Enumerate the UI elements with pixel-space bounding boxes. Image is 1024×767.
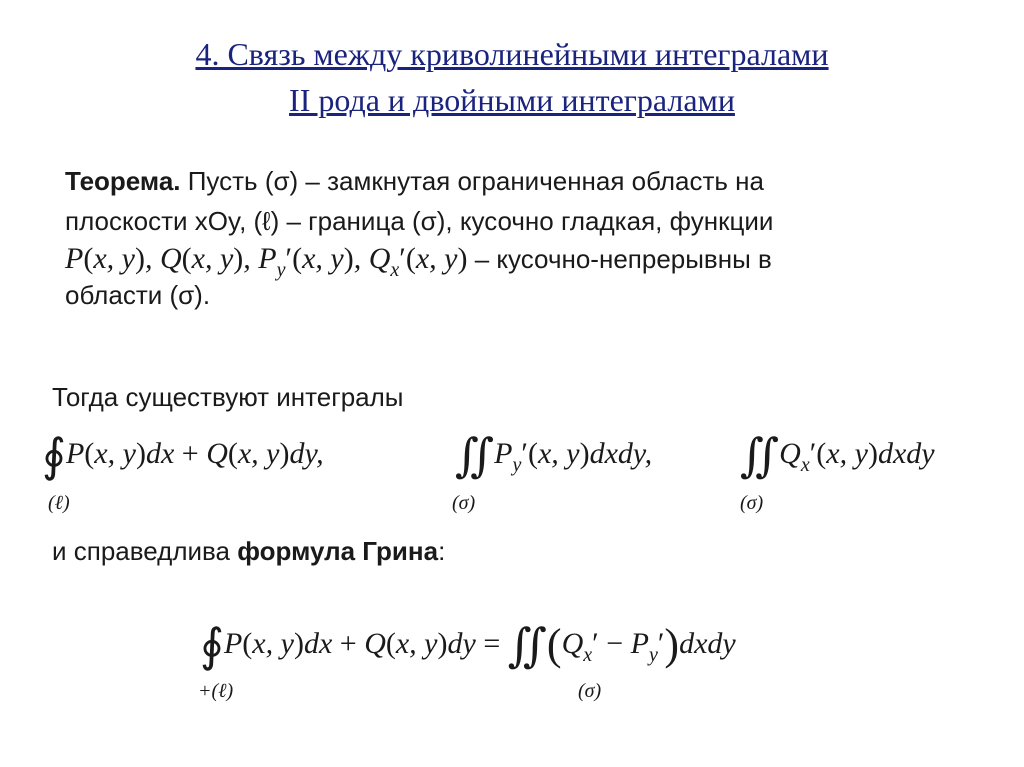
double-integral-sign: ∬ <box>507 618 547 672</box>
green-intro-text: и справедлива <box>52 536 238 566</box>
double-integral-sign: ∬ <box>455 428 495 482</box>
green-right-domain: (σ) <box>578 680 602 702</box>
contour-integral-sign: ∮ <box>200 618 224 672</box>
integral-domain-3: (σ) <box>740 492 764 514</box>
integral-domain-2: (σ) <box>452 492 476 514</box>
theorem-text-3: – кусочно-непрерывны в <box>474 244 772 274</box>
theorem-line1 <box>65 168 764 194</box>
integral-domain-1: (ℓ) <box>48 492 70 514</box>
then-text: Тогда существуют интегралы <box>52 382 404 412</box>
green-formula: ∮P(x, y)dx + Q(x, $y)dy = ∬(Q_x'$ − $P_y')dxdy$ <box>200 618 736 672</box>
green-intro <box>52 538 445 564</box>
theorem-line3 <box>65 244 772 280</box>
double-integral-sign: ∬ <box>740 428 780 482</box>
contour-integral-sign: ∮ <box>42 428 66 482</box>
green-left-domain: +(ℓ) <box>198 680 234 702</box>
theorem-label: Теорема. <box>65 166 181 196</box>
slide-title-line2: II рода и двойными интегралами <box>289 82 735 118</box>
theorem-text-1: Пусть (σ) – замкнутая ограниченная область на <box>180 166 764 196</box>
line-integral: ∮P(x, y)dx + Q(x, y)dy, <box>42 428 324 482</box>
double-integral-qx: $∬Q_x'(x$, y)dxdy <box>740 428 935 482</box>
theorem-line4: области (σ). <box>65 280 211 310</box>
theorem-line2: плоскости xOy, (ℓ) – граница (σ), кусочно гладкая, функции <box>65 206 774 236</box>
slide-title-line1: 4. Связь между криволинейными интегралами <box>195 36 829 72</box>
double-integral-py: $∬P_y'(x$, y)dxdy, <box>455 428 653 482</box>
green-formula-label: формула Грина <box>237 536 439 566</box>
green-intro-colon: : <box>438 536 446 566</box>
function-list: P(x, y), Q(x, y), $P_y'(x$, y), $Q_x'(x$, y) <box>65 242 468 281</box>
